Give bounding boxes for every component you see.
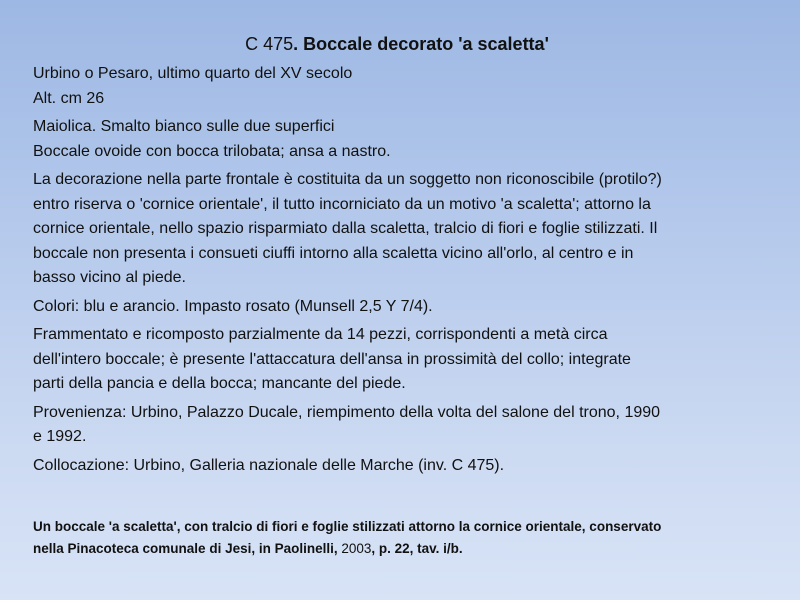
text-line: boccale non presenta i consueti ciuffi intorno alla scaletta vicino all'orlo, al centro e in — [33, 244, 634, 262]
text-line: e 1992. — [33, 428, 87, 445]
text-line: Urbino o Pesaro, ultimo quarto del XV secolo — [33, 65, 353, 82]
caption-line: nella Pinacoteca comunale di Jesi, in Paolinelli, — [33, 541, 342, 556]
caption-line: , p. 22, tav. i/b. — [371, 541, 463, 556]
text-line: Maiolica. Smalto bianco sulle due superfici — [33, 118, 335, 135]
text-line: cornice orientale, nello spazio risparmiato dalla scaletta, tralcio di fiori e foglie stilizzati. Il — [33, 220, 658, 237]
title-text: . Boccale decorato 'a scaletta' — [293, 34, 549, 54]
text-line: Colori: blu e arancio. Impasto rosato (Munsell 2,5 Y 7/4). — [33, 297, 433, 315]
caption-year: 2003 — [341, 541, 372, 556]
paragraph-decoration — [33, 168, 768, 291]
text-line: Boccale ovoide con bocca trilobata; ansa a nastro. — [33, 142, 391, 160]
paragraph-colors — [33, 295, 768, 320]
paragraph-material — [33, 115, 768, 164]
title-code: C 475 — [245, 34, 294, 54]
text-line: basso vicino al piede. — [33, 269, 186, 286]
text-line: La decorazione nella parte frontale è costituita da un soggetto non riconoscibile (protilo?) — [33, 171, 662, 188]
text-line: Collocazione: Urbino, Galleria nazionale delle Marche (inv. C 475). — [33, 456, 505, 474]
caption-line: Un boccale 'a scaletta', con tralcio di fiori e foglie stilizzati attorno la cornice orientale, conservato — [33, 519, 662, 534]
text-line: entro riserva o 'cornice orientale', il tutto incorniciato da un motivo 'a scaletta'; attorno la — [33, 195, 651, 213]
text-line: parti della pancia e della bocca; mancante del piede. — [33, 375, 406, 392]
text-line: Frammentato e ricomposto parzialmente da 14 pezzi, corrispondenti a metà circa — [33, 326, 608, 343]
bibliographic-caption — [33, 516, 773, 560]
paragraph-provenance — [33, 401, 768, 450]
catalog-entry — [33, 62, 768, 482]
text-line: dell'intero boccale; è presente l'attaccatura dell'ansa in prossimità del collo; integrate — [33, 350, 631, 368]
slide-title — [0, 33, 794, 55]
paragraph-origin — [33, 62, 768, 111]
paragraph-location — [33, 454, 768, 479]
text-line: Provenienza: Urbino, Palazzo Ducale, riempimento della volta del salone del trono, 1990 — [33, 403, 661, 421]
paragraph-condition — [33, 323, 768, 397]
text-line: Alt. cm 26 — [33, 89, 105, 107]
